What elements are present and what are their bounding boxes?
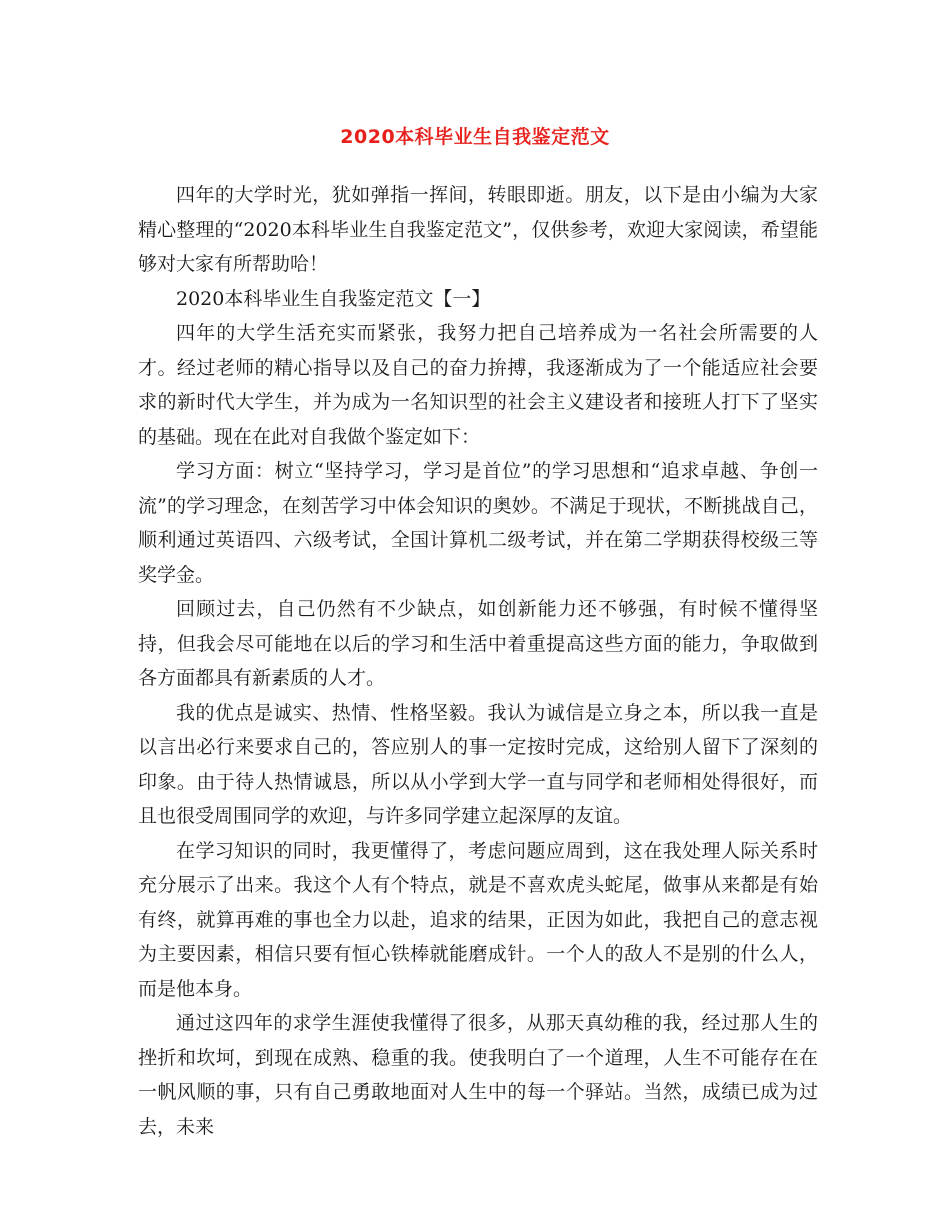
paragraph: 回顾过去，自己仍然有不少缺点，如创新能力还不够强，有时候不懂得坚持，但我会尽可能地在以后的学习和生活中着重提高这些方面的能力，争取做到各方面都具有新素质的人才。	[138, 598, 818, 689]
paragraph: 我的优点是诚实、热情、性格坚毅。我认为诚信是立身之本，所以我一直是以言出必行来要求自己的，答应别人的事一定按时完成，这给别人留下了深刻的印象。由于待人热情诚恳，所以从小学到大学一直与同学和老师相处得很好，而且也很受周围同学的欢迎，与许多同学建立起深厚的友谊。	[138, 701, 818, 827]
paragraph: 四年的大学生活充实而紧张，我努力把自己培养成为一名社会所需要的人才。经过老师的精心指导以及自己的奋力拚搏，我逐渐成为了一个能适应社会要求的新时代大学生，并为成为一名知识型的社会主义建设者和接班人打下了坚实的基础。现在在此对自我做个鉴定如下：	[138, 322, 818, 448]
paragraph: 通过这四年的求学生涯使我懂得了很多，从那天真幼稚的我，经过那人生的挫折和坎坷，到现在成熟、稳重的我。使我明白了一个道理，人生不可能存在在一帆风顺的事，只有自己勇敢地面对人生中的每一个驿站。当然，成绩已成为过去，未来	[138, 1012, 818, 1138]
section-heading: 2020本科毕业生自我鉴定范文【一】	[176, 287, 491, 310]
document-body	[138, 178, 818, 1144]
paragraph: 在学习知识的同时，我更懂得了，考虑问题应周到，这在我处理人际关系时充分展示了出来。我这个人有个特点，就是不喜欢虎头蛇尾，做事从来都是有始有终，就算再难的事也全力以赴，追求的结果，正因为如此，我把自己的意志视为主要因素，相信只要有恒心铁棒就能磨成针。一个人的敌人不是别的什么人，而是他本身。	[138, 839, 818, 1000]
paragraph: 学习方面：树立“坚持学习，学习是首位”的学习思想和“追求卓越、争创一流”的学习理念，在刻苦学习中体会知识的奥妙。不满足于现状，不断挑战自己，顺利通过英语四、六级考试，全国计算机二级考试，并在第二学期获得校级三等奖学金。	[138, 460, 818, 586]
document-title: 2020本科毕业生自我鉴定范文	[340, 126, 610, 148]
paragraph-intro: 四年的大学时光，犹如弹指一挥间，转眼即逝。朋友，以下是由小编为大家精心整理的“2020本科毕业生自我鉴定范文”，仅供参考，欢迎大家阅读，希望能够对大家有所帮助哈！	[138, 184, 818, 275]
